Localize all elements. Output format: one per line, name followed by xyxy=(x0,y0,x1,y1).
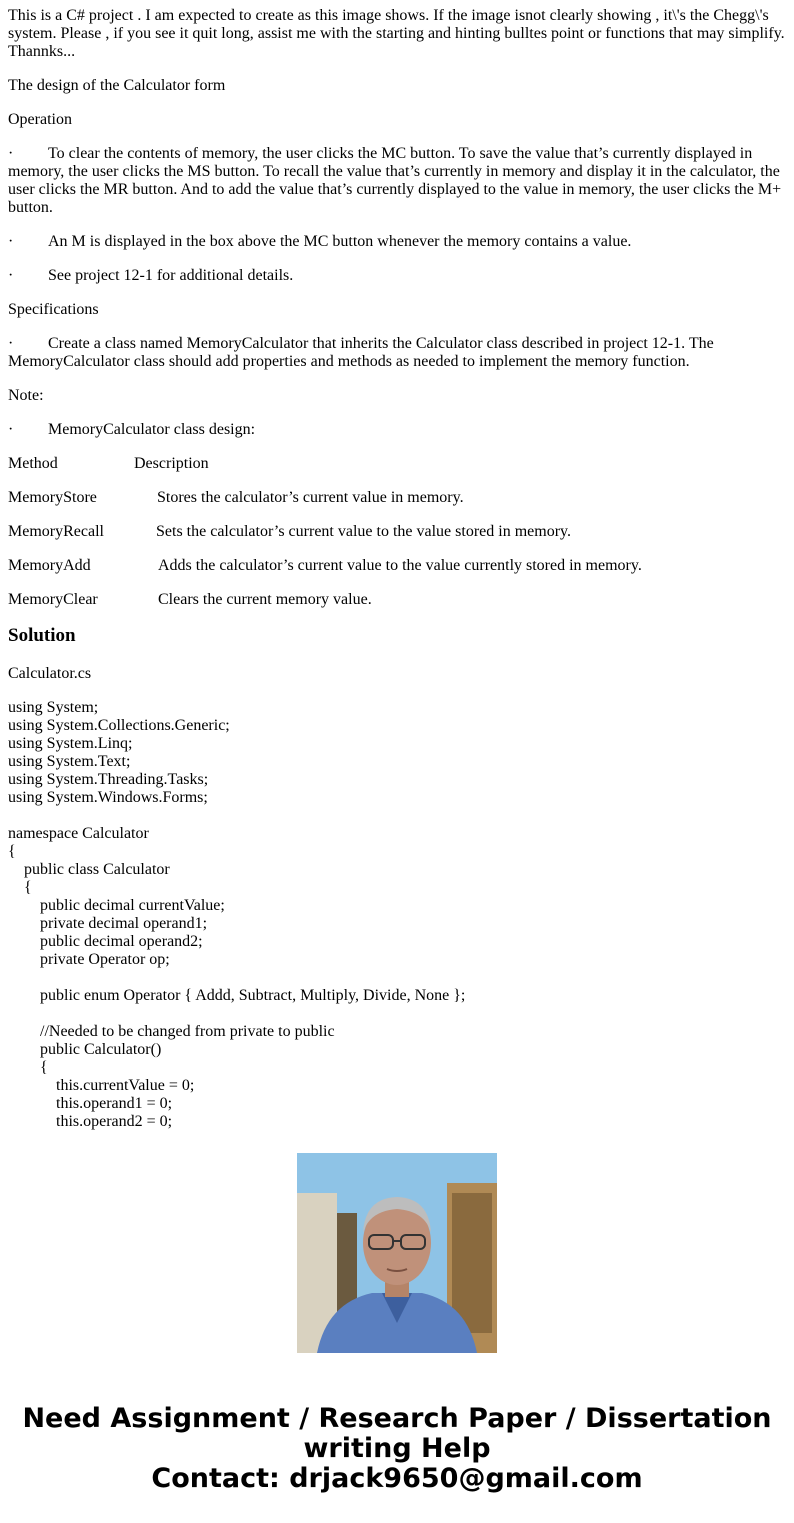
code-line: using System; xyxy=(8,699,99,716)
bullet-icon: · xyxy=(8,335,14,352)
note-heading: Note: xyxy=(8,387,44,404)
code-line: public decimal operand2; xyxy=(8,933,203,950)
code-line: this.currentValue = 0; xyxy=(8,1077,195,1094)
table-row: MemoryClear Clears the current memory value. xyxy=(8,591,372,608)
code-line: public class Calculator xyxy=(8,861,170,878)
code-line: private decimal operand1; xyxy=(8,915,208,932)
promo-banner xyxy=(0,1404,794,1494)
code-line: { xyxy=(8,843,16,860)
document xyxy=(8,7,788,1130)
bullet-item: · MemoryCalculator class design: xyxy=(8,421,256,438)
code-line: private Operator op; xyxy=(8,951,170,968)
code-line: using System.Windows.Forms; xyxy=(8,789,208,806)
code-line: public enum Operator { Addd, Subtract, Multiply, Divide, None }; xyxy=(8,987,466,1004)
code-line xyxy=(8,969,788,987)
code-line: using System.Threading.Tasks; xyxy=(8,771,209,788)
code-line: public decimal currentValue; xyxy=(8,897,225,914)
code-line: this.operand2 = 0; xyxy=(8,1113,173,1130)
table-header: Method Description xyxy=(8,455,209,472)
code-line: namespace Calculator xyxy=(8,825,149,842)
author-avatar xyxy=(297,1153,497,1353)
table-row: MemoryAdd Adds the calculator’s current value to the value currently stored in memory. xyxy=(8,557,642,574)
promo-contact: Contact: drjack9650@gmail.com xyxy=(151,1463,643,1494)
code-line xyxy=(8,807,788,825)
design-heading: The design of the Calculator form xyxy=(8,77,226,94)
operation-heading: Operation xyxy=(8,111,72,128)
code-line: this.operand1 = 0; xyxy=(8,1095,173,1112)
code-line xyxy=(8,1005,788,1023)
bullet-icon: · xyxy=(8,267,14,284)
code-line: public Calculator() xyxy=(8,1041,162,1058)
code-line: using System.Text; xyxy=(8,753,131,770)
code-line: { xyxy=(8,1059,48,1076)
promo-line: Need Assignment / Research Paper / Dissertation xyxy=(22,1403,772,1434)
bullet-item: · To clear the contents of memory, the user clicks the MC button. To save the value that’s currently displayed in memory, the user clicks the MS button. To recall the value that’s currently in memory and display it in the calculator, the user clicks the MR button. And to add the value that’s currently displayed to the value in memory, the user clicks the M+ button. xyxy=(8,145,782,216)
file-name: Calculator.cs xyxy=(8,665,92,682)
table-row: MemoryRecall Sets the calculator’s current value to the value stored in memory. xyxy=(8,523,571,540)
code-line: //Needed to be changed from private to public xyxy=(8,1023,335,1040)
bullet-icon: · xyxy=(8,233,14,250)
promo-line: writing Help xyxy=(303,1433,491,1464)
code-line: { xyxy=(8,879,32,896)
table-row: MemoryStore Stores the calculator’s current value in memory. xyxy=(8,489,464,506)
spec-heading: Specifications xyxy=(8,301,99,318)
bullet-item: · Create a class named MemoryCalculator that inherits the Calculator class described in project 12-1. The MemoryCalculator class should add properties and methods as needed to implement the memory function. xyxy=(8,335,714,370)
bullet-icon: · xyxy=(8,145,14,162)
code-line: using System.Collections.Generic; xyxy=(8,717,230,734)
code-block xyxy=(8,699,788,1131)
bullet-icon: · xyxy=(8,421,14,438)
solution-heading: Solution xyxy=(8,625,76,646)
code-line: using System.Linq; xyxy=(8,735,133,752)
bullet-item: · An M is displayed in the box above the MC button whenever the memory contains a value. xyxy=(8,233,632,250)
bullet-item: · See project 12-1 for additional details. xyxy=(8,267,294,284)
question-intro: This is a C# project . I am expected to create as this image shows. If the image isnot clearly showing , it\'s the Chegg\'s system. Please , if you see it quit long, assist me with the starting and hinting bulltes point or functions that may simplify. Thannks... xyxy=(8,7,785,60)
